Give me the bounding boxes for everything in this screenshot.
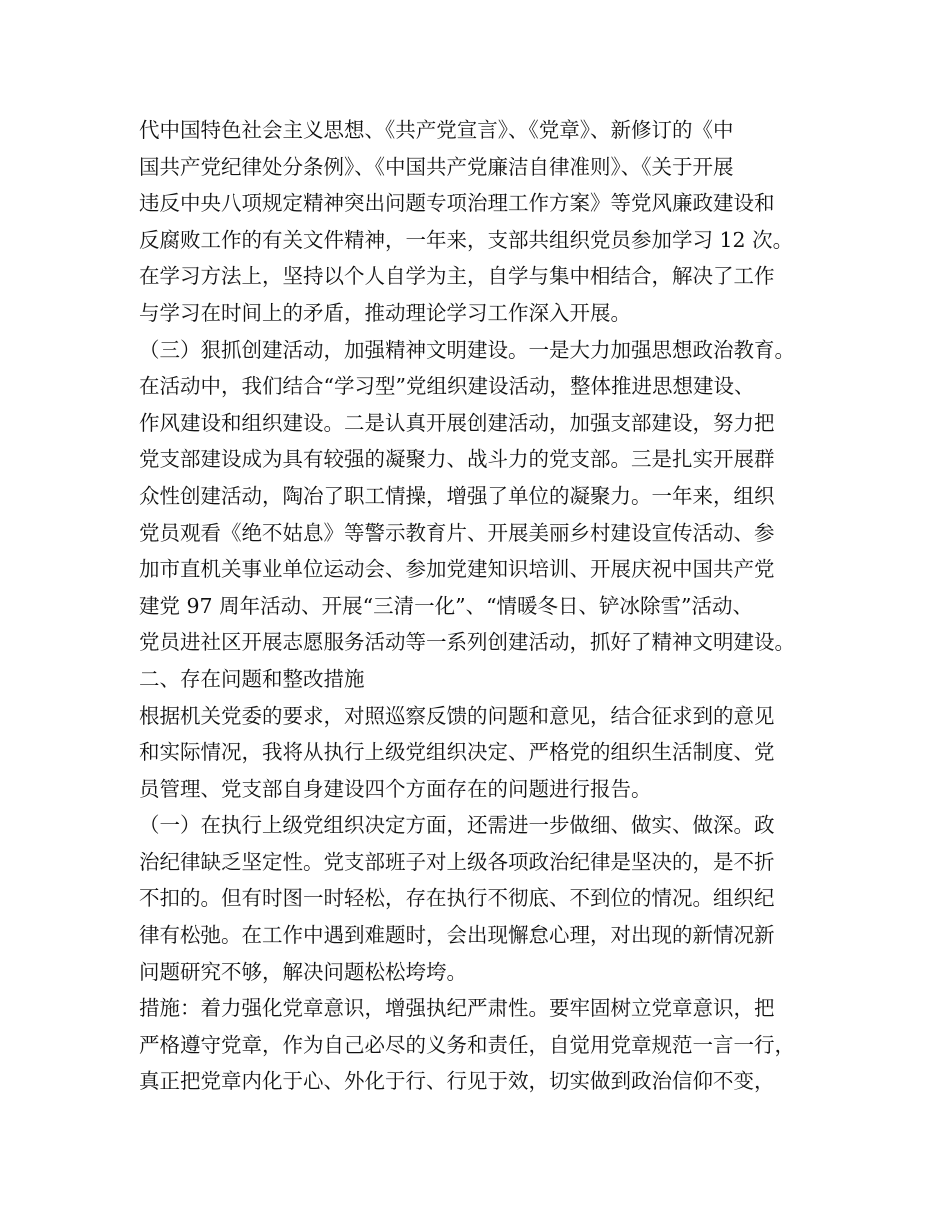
section-heading: 二、存在问题和整改措施: [139, 666, 365, 691]
text-line: 加市直机关事业单位运动会、参加党建知识培训、开展庆祝中国共产党: [139, 557, 775, 582]
text-line: 反腐败工作的有关文件精神，一年来，支部共组织党员参加学习 12 次。: [139, 227, 794, 252]
section-heading-line: （三）狠抓创建活动，加强精神文明建设。一是大力加强思想政治教育。: [139, 337, 795, 362]
text-line: 作风建设和组织建设。二是认真开展创建活动，加强支部建设，努力把: [139, 410, 775, 435]
text-line: 在学习方法上，坚持以个人自学为主，自学与集中相结合，解决了工作: [139, 264, 775, 289]
text-line: 违反中央八项规定精神突出问题专项治理工作方案》等党风廉政建设和: [139, 191, 775, 216]
text-line: 治纪律缺乏坚定性。党支部班子对上级各项政治纪律是坚决的，是不折: [139, 849, 775, 874]
text-line: 党员观看《绝不姑息》等警示教育片、开展美丽乡村建设宣传活动、参: [139, 520, 775, 545]
text-line: 员管理、党支部自身建设四个方面存在的问题进行报告。: [139, 776, 652, 801]
text-line: 众性创建活动，陶冶了职工情操，增强了单位的凝聚力。一年来，组织: [139, 483, 775, 508]
text-line: 严格遵守党章，作为自己必尽的义务和责任，自觉用党章规范一言一行，: [139, 1032, 795, 1057]
text-line: 党支部建设成为具有较强的凝聚力、战斗力的党支部。三是扎实开展群: [139, 447, 775, 472]
text-line: 建党 97 周年活动、开展“三清一化”、“情暖冬日、铲冰除雪”活动、: [139, 593, 754, 618]
text-line: 问题研究不够，解决问题松松垮垮。: [139, 959, 467, 984]
text-line: 真正把党章内化于心、外化于行、行见于效，切实做到政治信仰不变，: [139, 1069, 775, 1094]
text-line: 措施：着力强化党章意识，增强执纪严肃性。要牢固树立党章意识，把: [139, 996, 775, 1021]
text-line: 在活动中，我们结合“学习型”党组织建设活动，整体推进思想建设、: [139, 374, 755, 399]
text-line: 根据机关党委的要求，对照巡察反馈的问题和意见，结合征求到的意见: [139, 703, 775, 728]
text-line: 代中国特色社会主义思想、《共产党宣言》、《党章》、新修订的《中: [139, 118, 734, 142]
text-line: 和实际情况，我将从执行上级党组织决定、严格党的组织生活制度、党: [139, 740, 775, 765]
text-line: 律有松弛。在工作中遇到难题时，会出现懈怠心理，对出现的新情况新: [139, 923, 775, 948]
section-heading-line: （一）在执行上级党组织决定方面，还需进一步做细、做实、做深。政: [139, 813, 775, 838]
text-line: 国共产党纪律处分条例》、《中国共产党廉洁自律准则》、《关于开展: [139, 154, 734, 179]
document-body: [139, 112, 839, 1100]
text-line: 不扣的。但有时图一时轻松，存在执行不彻底、不到位的情况。组织纪: [139, 886, 775, 911]
text-line: 党员进社区开展志愿服务活动等一系列创建活动，抓好了精神文明建设。: [139, 630, 795, 655]
text-line: 与学习在时间上的矛盾，推动理论学习工作深入开展。: [139, 300, 631, 325]
